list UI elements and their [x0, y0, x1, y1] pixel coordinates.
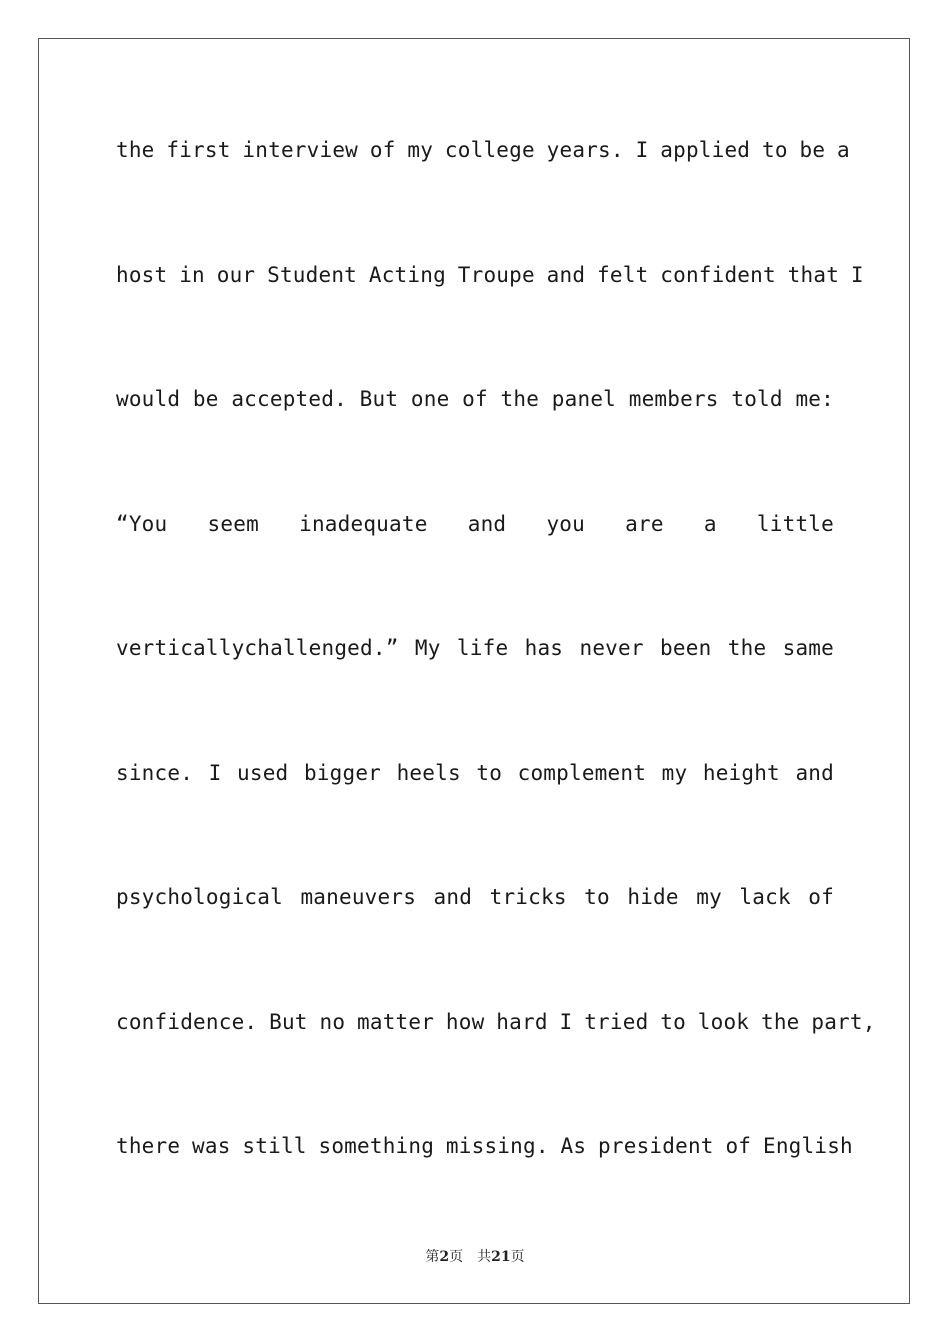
total-prefix: 共: [477, 1249, 492, 1265]
text-line-5: verticallychallenged.” My life has never been the same: [116, 636, 834, 660]
total-pages: 21: [491, 1249, 511, 1265]
document-body: [116, 127, 876, 1248]
page-suffix: 页: [449, 1249, 464, 1265]
text-line-1: the first interview of my college years. I applied to be a: [116, 138, 850, 162]
text-line-9: there was still something missing. As president of English: [116, 1134, 853, 1158]
text-line-4: “You seem inadequate and you are a little: [116, 511, 834, 536]
page-footer: [0, 1246, 950, 1266]
page-number: 2: [439, 1249, 450, 1265]
text-line-3: would be accepted. But one of the panel members told me:: [116, 387, 834, 411]
page-prefix: 第: [425, 1249, 440, 1265]
text-line-6: since. I used bigger heels to complement my height and: [116, 760, 834, 785]
total-suffix: 页: [510, 1249, 525, 1265]
text-line-7: psychological maneuvers and tricks to hide my lack of: [116, 885, 834, 909]
text-line-2: host in our Student Acting Troupe and felt confident that I: [116, 262, 864, 287]
text-line-8: confidence. But no matter how hard I tried to look the part,: [116, 1009, 876, 1034]
